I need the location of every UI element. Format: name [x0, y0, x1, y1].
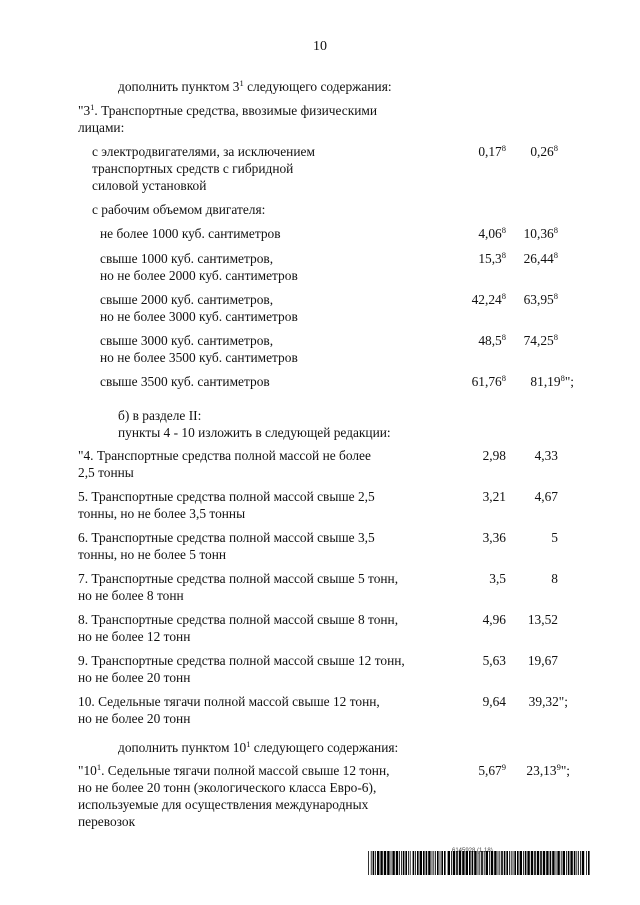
electric-line-1: с электродвигателями, за исключением [92, 144, 315, 159]
item-3-1-title: "$3^1$. Транспортные средства, ввозимые физическими [78, 102, 378, 118]
page-number: 10 [313, 39, 327, 54]
mass-row-value-2: 19,67 [527, 653, 558, 668]
item-10-1-value-1: 5,67$^9$ [478, 762, 506, 778]
item-10-1-line-4: перевозок [78, 814, 136, 829]
electric-line-2: транспортных средств с гибридной [92, 161, 294, 176]
mass-row-label-cont: тонны, но не более 5 тонн [78, 547, 227, 562]
engine-row-value-1: 61,76$^8$ [471, 373, 506, 389]
electric-line-3: силовой установкой [92, 178, 207, 193]
engine-row-value-1: 4,06$^8$ [478, 225, 506, 241]
engine-row-label: свыше 3000 куб. сантиметров, [100, 333, 274, 348]
engine-row-value-2: 63,95$^8$ [523, 291, 558, 307]
mass-row-value-1: 9,64 [482, 694, 506, 709]
mass-row-value-2: 13,52 [527, 612, 558, 627]
mass-row-label-cont: 2,5 тонны [78, 465, 134, 480]
engine-row-value-1: 15,3$^8$ [478, 250, 506, 266]
intro-add-10-1: дополнить пунктом $10^1$ следующего содержания: [118, 739, 399, 755]
mass-row-label: 9. Транспортные средства полной массой свыше 12 тонн, [78, 653, 405, 668]
item-10-1-line-2: но не более 20 тонн (экологического класса Евро-6), [78, 780, 377, 795]
mass-row-value-1: 5,63 [482, 653, 506, 668]
mass-row-value-1: 3,36 [482, 530, 506, 545]
engine-volume-heading: с рабочим объемом двигателя: [92, 202, 266, 217]
section-b-instruction: пункты 4 - 10 изложить в следующей редакции: [118, 425, 391, 440]
mass-row-value-1: 4,96 [482, 612, 506, 627]
engine-row-label: свыше 1000 куб. сантиметров, [100, 251, 274, 266]
section-b-heading: б) в разделе II: [118, 408, 202, 423]
mass-row-label: 8. Транспортные средства полной массой свыше 8 тонн, [78, 612, 399, 627]
item-3-1-title-cont: лицами: [78, 120, 125, 135]
mass-row-label-cont: но не более 20 тонн [78, 711, 191, 726]
item-10-1-line-1: "$10^1$. Седельные тягачи полной массой свыше 12 тонн, [78, 762, 390, 778]
engine-row-value-2: 81,19$^8$"; [530, 373, 574, 389]
mass-row-value-2: 8 [551, 571, 558, 586]
mass-row-label: 6. Транспортные средства полной массой свыше 3,5 [78, 530, 375, 545]
mass-row-label: 7. Транспортные средства полной массой свыше 5 тонн, [78, 571, 399, 586]
engine-row-value-1: 48,5$^8$ [478, 332, 506, 348]
engine-row-label-cont: но не более 3500 куб. сантиметров [100, 350, 298, 365]
engine-row-value-2: 74,25$^8$ [523, 332, 558, 348]
mass-row-value-2: 4,67 [534, 489, 558, 504]
engine-row-label: свыше 2000 куб. сантиметров, [100, 292, 274, 307]
item-10-1-value-2: 23,13$^9$"; [526, 762, 570, 778]
mass-row-label-cont: тонны, но не более 3,5 тонны [78, 506, 246, 521]
mass-row-label-cont: но не более 20 тонн [78, 670, 191, 685]
mass-row-value-1: 3,5 [489, 571, 506, 586]
mass-row-value-1: 3,21 [482, 489, 506, 504]
item-10-1-line-3: используемые для осуществления международных [78, 797, 369, 812]
engine-row-value-2: 10,36$^8$ [523, 225, 558, 241]
engine-row-label: не более 1000 куб. сантиметров [100, 226, 281, 241]
mass-row-value-2: 4,33 [534, 448, 558, 463]
mass-row-label-cont: но не более 12 тонн [78, 629, 191, 644]
barcode-number: (1.18) [477, 848, 493, 854]
engine-row-label: свыше 3500 куб. сантиметров [100, 374, 270, 389]
electric-value-1: 0,17$^8$ [478, 143, 506, 159]
engine-row-value-2: 26,44$^8$ [523, 250, 558, 266]
electric-value-2: 0,26$^8$ [530, 143, 558, 159]
mass-row-label: "4. Транспортные средства полной массой не более [78, 448, 371, 463]
mass-row-label: 10. Седельные тягачи полной массой свыше 12 тонн, [78, 694, 380, 709]
engine-row-value-1: 42,24$^8$ [471, 291, 506, 307]
engine-row-label-cont: но не более 2000 куб. сантиметров [100, 268, 298, 283]
mass-row-label: 5. Транспортные средства полной массой свыше 2,5 [78, 489, 375, 504]
engine-row-label-cont: но не более 3000 куб. сантиметров [100, 309, 298, 324]
mass-row-label-cont: но не более 8 тонн [78, 588, 184, 603]
intro-add-3-1: дополнить пунктом $3^1$ следующего содержания: [118, 78, 392, 94]
mass-row-value-2: 39,32"; [528, 694, 568, 709]
barcode-icon [368, 851, 592, 875]
mass-row-value-1: 2,98 [482, 448, 506, 463]
mass-row-value-2: 5 [551, 530, 558, 545]
